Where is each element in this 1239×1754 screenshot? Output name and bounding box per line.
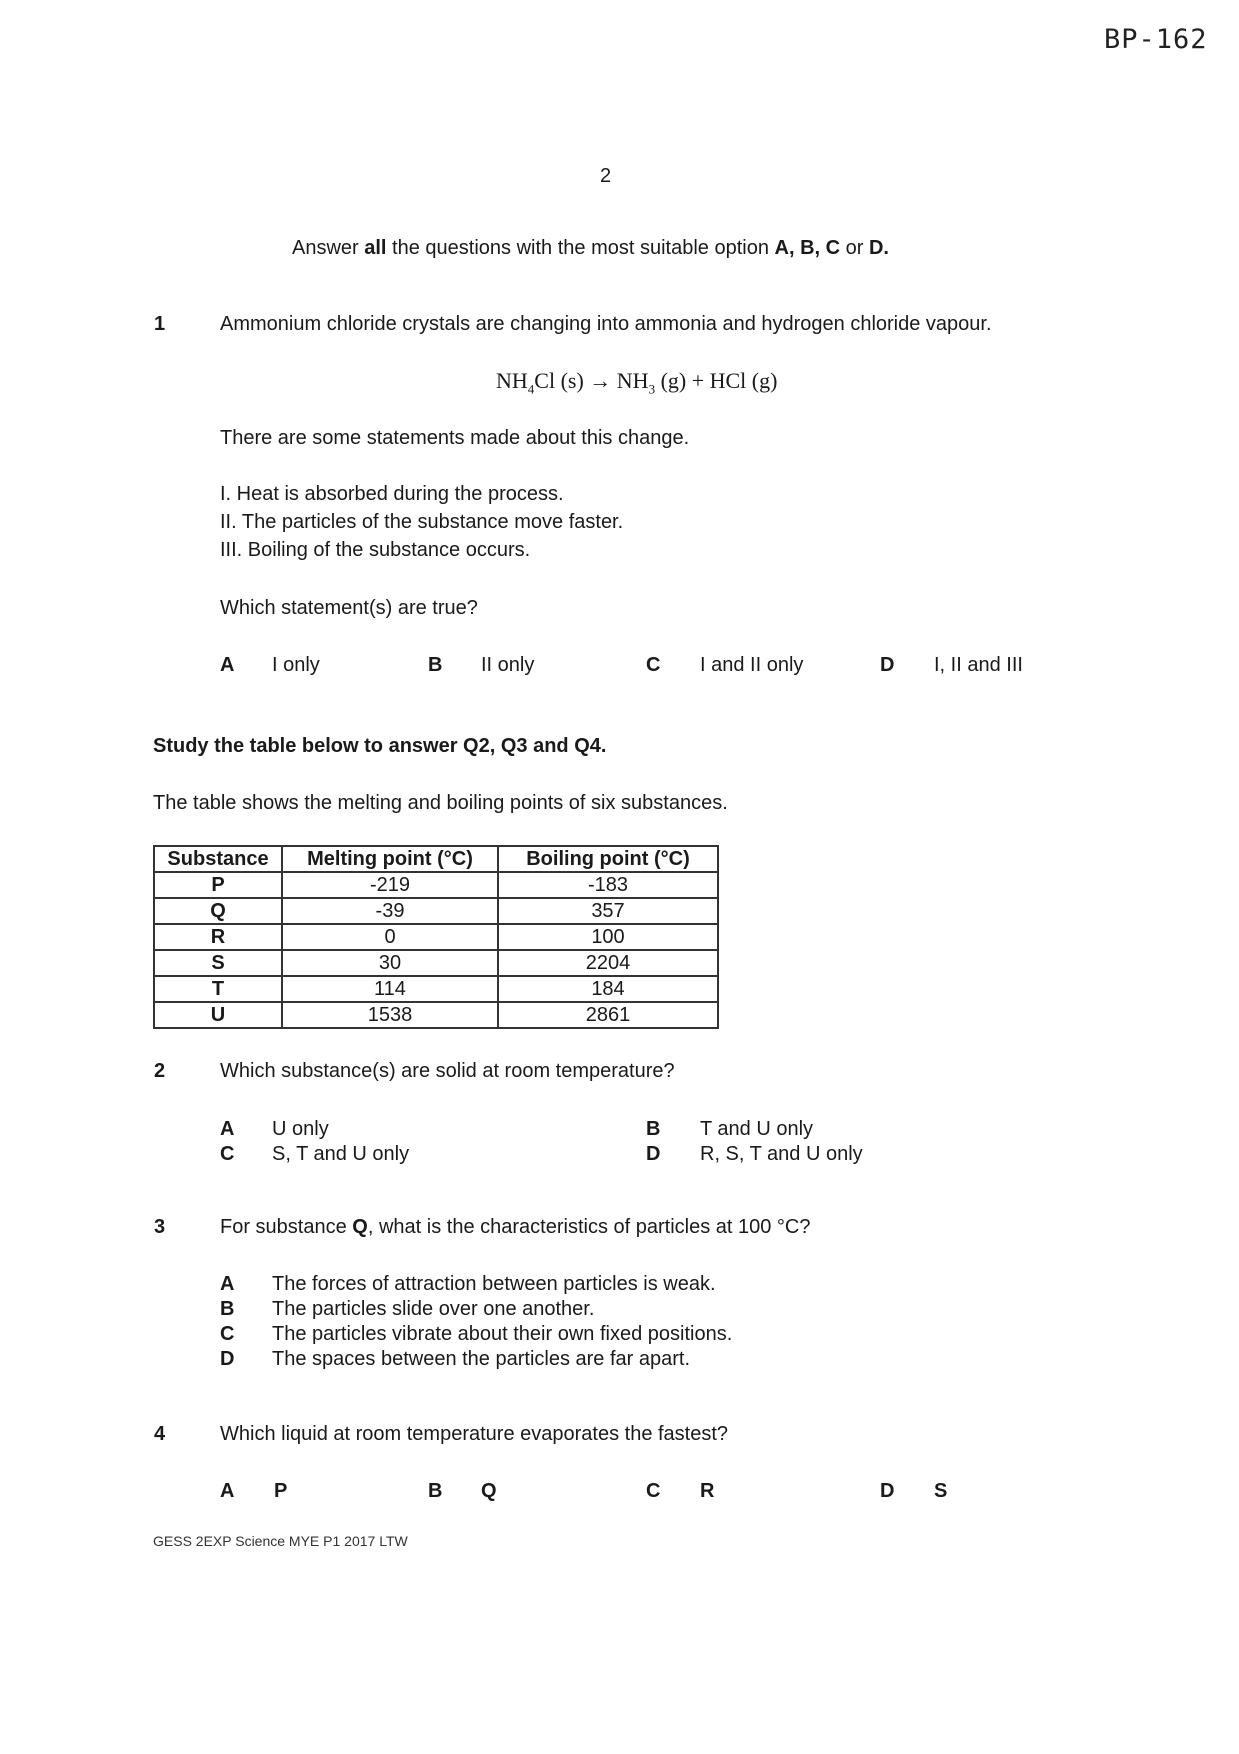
- option-letter: C: [646, 1480, 661, 1502]
- instructions-bold-d: D.: [868, 237, 889, 259]
- question-stem: Which liquid at room temperature evaporates the fastest?: [220, 1423, 729, 1445]
- melting-cell: -39: [282, 898, 498, 924]
- boiling-cell: 100: [498, 924, 718, 950]
- melting-cell: -219: [282, 872, 498, 898]
- option-letter: C: [220, 1143, 235, 1165]
- question-number: 2: [154, 1060, 166, 1082]
- option-a-text: The forces of attraction between particles is weak.: [272, 1273, 716, 1295]
- column-header: Melting point (°C): [282, 846, 498, 872]
- page-number: 2: [600, 165, 612, 187]
- substance-cell: T: [154, 976, 282, 1002]
- instructions-text: the questions with the most suitable option: [386, 237, 775, 259]
- option-c[interactable]: [646, 654, 660, 677]
- boiling-cell: 2204: [498, 950, 718, 976]
- footer: GESS 2EXP Science MYE P1 2017 LTW: [153, 1533, 408, 1549]
- boiling-cell: -183: [498, 872, 718, 898]
- option-d[interactable]: [220, 1348, 234, 1371]
- table-row: [154, 950, 718, 976]
- eq-sub: 3: [648, 381, 656, 397]
- option-letter: D: [880, 1480, 895, 1502]
- option-a-text: U only: [272, 1118, 329, 1140]
- question-number: 3: [154, 1216, 166, 1238]
- question-number: 1: [154, 313, 166, 335]
- option-c-text: The particles vibrate about their own fixed positions.: [272, 1323, 733, 1345]
- option-a-text: P: [274, 1480, 288, 1502]
- statement-1: I. Heat is absorbed during the process.: [220, 483, 564, 505]
- option-d-text: R, S, T and U only: [700, 1143, 863, 1165]
- question-prompt: Which statement(s) are true?: [220, 597, 478, 619]
- option-letter: A: [220, 1273, 235, 1295]
- option-a-text: I only: [272, 654, 320, 676]
- table-row: [154, 924, 718, 950]
- boiling-cell: 184: [498, 976, 718, 1002]
- chemical-equation: [496, 368, 777, 397]
- substance-cell: U: [154, 1002, 282, 1028]
- option-letter: A: [220, 1480, 235, 1502]
- option-b-text: The particles slide over one another.: [272, 1298, 595, 1320]
- option-b[interactable]: [646, 1118, 660, 1141]
- option-c[interactable]: [220, 1323, 234, 1346]
- table-header-row: [154, 846, 718, 872]
- column-header: Boiling point (°C): [498, 846, 718, 872]
- option-a[interactable]: [220, 1118, 234, 1141]
- stem-text: For substance: [220, 1216, 353, 1238]
- option-c[interactable]: [646, 1480, 660, 1503]
- melting-cell: 30: [282, 950, 498, 976]
- eq-sub: 4: [527, 381, 535, 397]
- option-letter: B: [428, 654, 443, 676]
- option-a[interactable]: [220, 1273, 234, 1296]
- option-b[interactable]: [428, 654, 442, 677]
- option-b[interactable]: [220, 1298, 234, 1321]
- substance-cell: R: [154, 924, 282, 950]
- statement-3: III. Boiling of the substance occurs.: [220, 539, 531, 561]
- option-letter: A: [220, 1118, 235, 1140]
- option-c[interactable]: [220, 1143, 234, 1166]
- melting-cell: 0: [282, 924, 498, 950]
- instructions-bold-all: all: [364, 237, 387, 259]
- instructions-text: Answer: [292, 237, 365, 259]
- substance-cell: Q: [154, 898, 282, 924]
- option-c-text: S, T and U only: [272, 1143, 410, 1165]
- document-id: BP-162: [1104, 24, 1208, 55]
- question-stem: [220, 1216, 811, 1239]
- question-stem: Which substance(s) are solid at room temperature?: [220, 1060, 675, 1082]
- melting-cell: 1538: [282, 1002, 498, 1028]
- option-letter: B: [428, 1480, 443, 1502]
- option-d-text: S: [934, 1480, 948, 1502]
- option-d-text: I, II and III: [934, 654, 1023, 676]
- option-b-text: Q: [481, 1480, 497, 1502]
- table-row: [154, 872, 718, 898]
- table-row: [154, 1002, 718, 1028]
- eq-part: Cl (s): [534, 368, 584, 393]
- arrow-icon: →: [589, 368, 612, 393]
- option-letter: C: [646, 654, 661, 676]
- option-d[interactable]: [880, 1480, 894, 1503]
- option-c-text: I and II only: [700, 654, 804, 676]
- table-row: [154, 898, 718, 924]
- option-a[interactable]: [220, 654, 234, 677]
- option-letter: B: [220, 1298, 235, 1320]
- instructions: [292, 237, 889, 260]
- option-letter: D: [880, 654, 895, 676]
- option-b-text: T and U only: [700, 1118, 814, 1140]
- option-b-text: II only: [481, 654, 535, 676]
- boiling-cell: 357: [498, 898, 718, 924]
- option-a[interactable]: [220, 1480, 234, 1503]
- instructions-text: or: [840, 237, 869, 259]
- option-letter: C: [220, 1323, 235, 1345]
- option-d-text: The spaces between the particles are far apart.: [272, 1348, 691, 1370]
- option-c-text: R: [700, 1480, 715, 1502]
- eq-part: NH: [496, 368, 528, 393]
- option-letter: D: [646, 1143, 661, 1165]
- melting-boiling-table: [153, 845, 719, 1029]
- question-stem: Ammonium chloride crystals are changing into ammonia and hydrogen chloride vapour.: [220, 313, 992, 335]
- option-letter: B: [646, 1118, 661, 1140]
- question-intro: There are some statements made about this change.: [220, 427, 690, 449]
- table-intro: The table shows the melting and boiling points of six substances.: [153, 792, 728, 814]
- option-d[interactable]: [880, 654, 894, 677]
- question-number: 4: [154, 1423, 166, 1445]
- instructions-bold-options: A, B, C: [774, 237, 841, 259]
- stem-text: , what is the characteristics of particles at 100 °C?: [367, 1216, 811, 1238]
- option-b[interactable]: [428, 1480, 442, 1503]
- option-letter: D: [220, 1348, 235, 1370]
- eq-part: NH: [616, 368, 649, 393]
- substance-cell: S: [154, 950, 282, 976]
- option-letter: A: [220, 654, 235, 676]
- melting-cell: 114: [282, 976, 498, 1002]
- statement-2: II. The particles of the substance move faster.: [220, 511, 624, 533]
- boiling-cell: 2861: [498, 1002, 718, 1028]
- stem-bold: Q: [352, 1216, 368, 1238]
- option-d[interactable]: [646, 1143, 660, 1166]
- substance-cell: P: [154, 872, 282, 898]
- study-heading: Study the table below to answer Q2, Q3 and Q4.: [153, 735, 607, 757]
- table-row: [154, 976, 718, 1002]
- eq-part: (g) + HCl (g): [660, 368, 778, 393]
- column-header: Substance: [154, 846, 282, 872]
